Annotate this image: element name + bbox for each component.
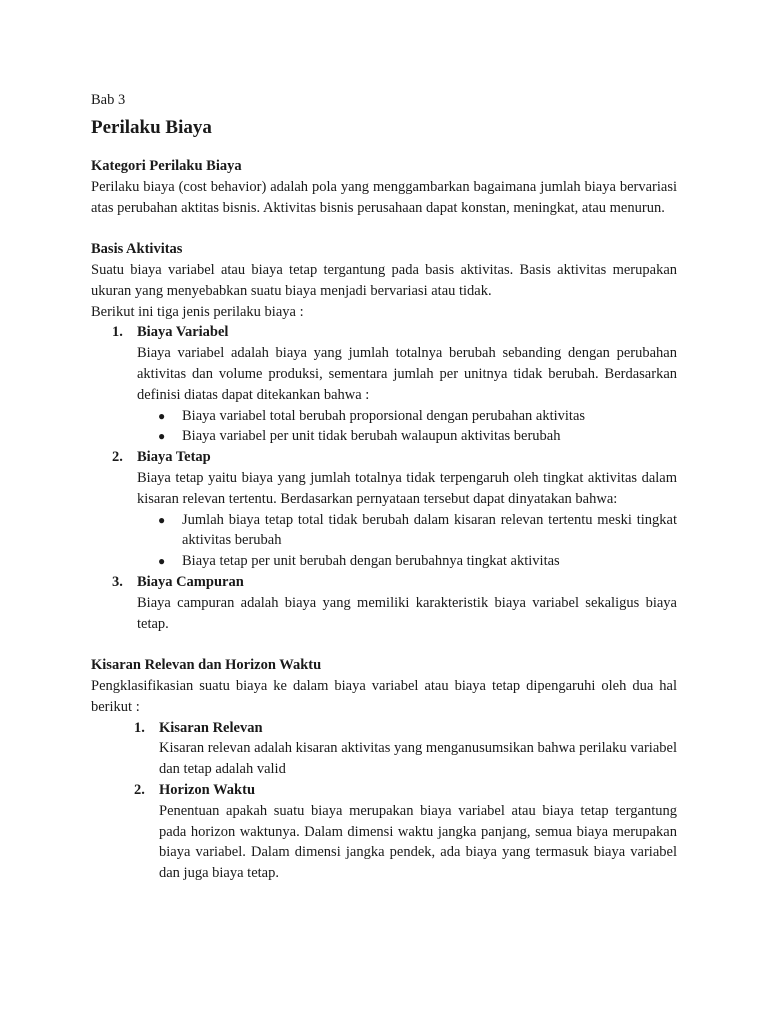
bullet-item [137, 406, 677, 427]
bullet-icon: ● [158, 429, 166, 444]
section-heading: Kisaran Relevan dan Horizon Waktu [91, 657, 322, 674]
list-number: 3. [112, 573, 123, 590]
paragraph: Pengklasifikasian suatu biaya ke dalam biaya variabel atau biaya tetap dipengaruhi oleh dua hal berikut : [91, 677, 677, 715]
list-item [91, 718, 677, 780]
section-basis-aktivitas [91, 239, 677, 634]
list-item-text: Biaya tetap yaitu biaya yang jumlah totalnya tidak terpengaruh oleh tingkat aktivitas dalam kisaran relevan tertentu. Berdasarkan pernyataan tersebut dapat dinyatakan bahwa: [137, 469, 677, 507]
spacer [91, 218, 677, 239]
section-kategori [91, 156, 677, 218]
list-item-title: Biaya Tetap [137, 449, 211, 466]
section-heading: Basis Aktivitas [91, 241, 183, 258]
bullet-item [137, 426, 677, 447]
list-item [91, 572, 677, 634]
paragraph: Perilaku biaya (cost behavior) adalah pola yang menggambarkan bagaimana jumlah biaya bervariasi atas perubahan aktitas bisnis. Aktivitas bisnis perusahaan dapat konstan, meningkat, atau menurun. [91, 178, 677, 216]
list-item-title: Horizon Waktu [159, 781, 256, 798]
list-number: 1. [112, 324, 123, 341]
list-item-text: Biaya campuran adalah biaya yang memiliki karakteristik biaya variabel sekaligus biaya tetap. [137, 594, 677, 632]
list-number: 2. [134, 781, 145, 798]
spacer [91, 634, 677, 655]
list-item-text: Biaya variabel adalah biaya yang jumlah totalnya berubah sebanding dengan perubahan aktivitas dan volume produksi, sementara jumlah per unitnya tidak berubah. Berdasarkan definisi diatas dapat ditekankan bahwa : [137, 345, 677, 403]
factors-list [91, 718, 677, 884]
list-number: 2. [112, 449, 123, 466]
list-item-text: Kisaran relevan adalah kisaran aktivitas yang menganusumsikan bahwa perilaku variabel dan tetap adalah valid [159, 740, 677, 778]
document-page [91, 90, 677, 884]
bullet-item [137, 510, 677, 552]
list-item-title: Kisaran Relevan [159, 719, 263, 736]
bullet-text: Biaya variabel total berubah proporsional dengan perubahan aktivitas [182, 407, 586, 424]
bullet-item [137, 551, 677, 572]
paragraph: Berikut ini tiga jenis perilaku biaya : [91, 303, 304, 320]
list-item-title: Biaya Campuran [137, 573, 244, 590]
bullet-text: Biaya variabel per unit tidak berubah walaupun aktivitas berubah [182, 428, 561, 445]
list-item [91, 322, 677, 447]
bullet-list [137, 510, 677, 572]
bullet-icon: ● [158, 408, 166, 423]
bullet-icon: ● [158, 512, 166, 527]
section-kisaran-relevan [91, 655, 677, 884]
list-item-text: Penentuan apakah suatu biaya merupakan biaya variabel atau biaya tetap tergantung pada horizon waktunya. Dalam dimensi waktu jangka panjang, semua biaya merupakan biaya variabel. Dalam dimensi jangka pendek, ada biaya yang termasuk biaya variabel dan juga biaya tetap. [159, 802, 677, 882]
section-heading: Kategori Perilaku Biaya [91, 158, 242, 174]
list-item [91, 780, 677, 884]
list-item-title: Biaya Variabel [137, 324, 229, 341]
paragraph: Suatu biaya variabel atau biaya tetap tergantung pada basis aktivitas. Basis aktivitas merupakan ukuran yang menyebabkan suatu biaya menjadi bervariasi atau tidak. [91, 261, 677, 299]
cost-types-list [91, 322, 677, 634]
bullet-list [137, 406, 677, 448]
page-title: Perilaku Biaya [91, 117, 212, 138]
list-item [91, 447, 677, 572]
bullet-text: Jumlah biaya tetap total tidak berubah dalam kisaran relevan tertentu meski tingkat aktivitas berubah [182, 511, 677, 549]
list-number: 1. [134, 719, 145, 736]
bullet-icon: ● [158, 554, 166, 569]
bullet-text: Biaya tetap per unit berubah dengan berubahnya tingkat aktivitas [182, 553, 560, 570]
chapter-label: Bab 3 [91, 92, 126, 108]
